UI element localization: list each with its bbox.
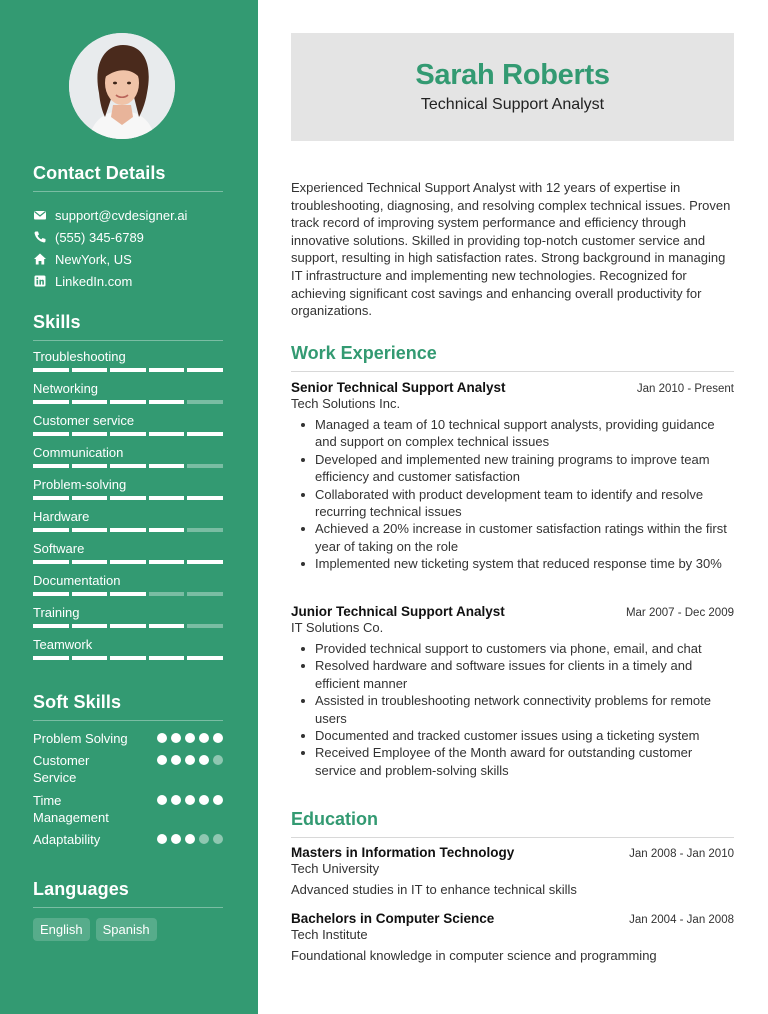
rating-dot <box>157 733 167 743</box>
skill-level-segment <box>72 400 108 404</box>
skill-level-segment <box>72 496 108 500</box>
rating-dot <box>185 733 195 743</box>
skill-level-segment <box>149 368 185 372</box>
school-name: Tech University <box>291 861 380 876</box>
degree-title: Bachelors in Computer Science <box>291 911 495 926</box>
rating-dot <box>185 755 195 765</box>
skill-level-segment <box>187 560 223 564</box>
soft-skill-item <box>33 730 223 752</box>
soft-skill-rating <box>157 755 223 765</box>
soft-skills-list <box>33 730 223 853</box>
skill-level-segment <box>33 400 69 404</box>
job-dates: Jan 2010 - Present <box>636 383 734 395</box>
education-entry <box>291 845 734 897</box>
job-dates: Mar 2007 - Dec 2009 <box>625 607 734 619</box>
degree-dates: Jan 2004 - Jan 2008 <box>629 914 734 926</box>
soft-skill-name: Adaptability <box>33 832 101 847</box>
skill-item <box>33 443 223 475</box>
skill-item <box>33 507 223 539</box>
contact-email[interactable] <box>33 204 223 226</box>
skill-level-segment <box>110 528 146 532</box>
portrait-photo <box>69 33 175 139</box>
skill-level-segment <box>72 560 108 564</box>
candidate-title: Technical Support Analyst <box>420 96 605 113</box>
skill-level-segment <box>110 592 146 596</box>
envelope-icon <box>33 208 47 222</box>
summary-text: Experienced Technical Support Analyst with 12 years of expertise in troubleshooting, diagnosing, and resolving complex technical issues. Proven track record of improving system performance and efficiency through innovative solutions. Skilled in providing top-notch customer service and support, resulting in high satisfaction rates. Strong background in managing IT infrastructure and implementing new technologies. Recognized for achieving significant cost savings and enhancing overall productivity for organizations. <box>291 180 731 319</box>
skill-level-segment <box>110 656 146 660</box>
skill-name: Communication <box>33 445 124 460</box>
job-title: Senior Technical Support Analyst <box>291 380 506 395</box>
skill-level-segment <box>149 592 185 596</box>
soft-skill-item <box>33 752 223 792</box>
skill-level-segment <box>110 464 146 468</box>
rating-dot <box>185 834 195 844</box>
skill-level-segment <box>187 592 223 596</box>
contact-heading: Contact Details <box>33 163 223 192</box>
contact-location-text: NewYork, US <box>55 251 132 267</box>
education-heading: Education <box>291 809 734 838</box>
rating-dot <box>171 834 181 844</box>
rating-dot <box>213 834 223 844</box>
skill-level-bar <box>33 592 223 596</box>
contact-phone-text: (555) 345-6789 <box>55 229 144 245</box>
skill-level-bar <box>33 528 223 532</box>
soft-skills-section <box>33 692 223 853</box>
job-bullet: Collaborated with product development team to identify and resolve recurring technical issues <box>315 486 734 521</box>
job-bullet: Documented and tracked customer issues using a ticketing system <box>315 727 734 744</box>
skill-level-segment <box>72 528 108 532</box>
job-bullet: Implemented new ticketing system that reduced response time by 30% <box>315 555 734 572</box>
skill-level-segment <box>72 432 108 436</box>
skill-name: Teamwork <box>33 637 93 652</box>
skill-level-bar <box>33 560 223 564</box>
skills-heading: Skills <box>33 312 223 341</box>
job-bullet: Received Employee of the Month award for outstanding customer service and problem-solving skills <box>315 744 734 779</box>
skill-level-bar <box>33 368 223 372</box>
rating-dot <box>157 834 167 844</box>
education-entry <box>291 911 734 963</box>
header-box <box>291 33 734 141</box>
skill-level-segment <box>149 528 185 532</box>
degree-dates: Jan 2008 - Jan 2010 <box>629 848 734 860</box>
soft-skill-rating <box>157 795 223 805</box>
skill-name: Software <box>33 541 85 556</box>
job-bullet: Provided technical support to customers via phone, email, and chat <box>315 640 734 657</box>
soft-skill-item <box>33 831 223 853</box>
skill-level-segment <box>149 656 185 660</box>
skill-level-bar <box>33 656 223 660</box>
job-entry <box>291 604 734 779</box>
skill-level-segment <box>72 592 108 596</box>
rating-dot <box>157 795 167 805</box>
skill-level-segment <box>187 656 223 660</box>
languages-heading: Languages <box>33 879 223 908</box>
soft-skills-heading: Soft Skills <box>33 692 223 721</box>
skill-level-segment <box>149 400 185 404</box>
rating-dot <box>171 755 181 765</box>
skill-level-segment <box>149 432 185 436</box>
rating-dot <box>171 733 181 743</box>
job-company: IT Solutions Co. <box>291 620 384 635</box>
job-bullets <box>291 416 734 573</box>
skill-name: Training <box>33 605 80 620</box>
job-bullet: Managed a team of 10 technical support analysts, providing guidance and support on complex technical issues <box>315 416 734 451</box>
skill-level-segment <box>187 432 223 436</box>
job-bullet: Assisted in troubleshooting network connectivity problems for remote users <box>315 692 734 727</box>
skill-level-segment <box>33 656 69 660</box>
contact-list <box>33 204 223 292</box>
skill-level-segment <box>149 464 185 468</box>
linkedin-icon <box>33 274 47 288</box>
sidebar <box>0 0 258 1014</box>
skill-item <box>33 635 223 667</box>
skill-level-segment <box>187 624 223 628</box>
rating-dot <box>213 733 223 743</box>
contact-linkedin[interactable] <box>33 270 223 292</box>
soft-skill-rating <box>157 834 223 844</box>
skill-item <box>33 603 223 635</box>
skill-level-segment <box>72 464 108 468</box>
rating-dot <box>199 834 209 844</box>
candidate-name: Sarah Roberts <box>415 59 610 91</box>
skill-name: Problem-solving <box>33 477 127 492</box>
rating-dot <box>213 795 223 805</box>
contact-email-text: support@cvdesigner.ai <box>55 207 188 223</box>
skill-level-segment <box>33 496 69 500</box>
school-name: Tech Institute <box>291 927 368 942</box>
soft-skill-name: Customer Service <box>33 753 90 785</box>
job-bullet: Developed and implemented new training programs to improve team efficiency and customer satisfaction <box>315 451 734 486</box>
rating-dot <box>157 755 167 765</box>
skill-level-segment <box>33 464 69 468</box>
phone-icon <box>33 230 47 244</box>
skill-level-segment <box>33 560 69 564</box>
skill-level-segment <box>110 400 146 404</box>
skill-level-segment <box>187 368 223 372</box>
skill-level-segment <box>149 624 185 628</box>
rating-dot <box>199 795 209 805</box>
rating-dot <box>213 755 223 765</box>
skill-level-segment <box>33 592 69 596</box>
degree-description: Foundational knowledge in computer science and programming <box>291 948 657 963</box>
rating-dot <box>199 733 209 743</box>
skill-level-segment <box>187 400 223 404</box>
skill-level-segment <box>187 528 223 532</box>
skill-item <box>33 347 223 379</box>
skill-level-segment <box>110 496 146 500</box>
skill-level-bar <box>33 464 223 468</box>
job-bullets <box>291 640 734 779</box>
soft-skill-name: Time Management <box>33 793 109 825</box>
skill-name: Networking <box>33 381 99 396</box>
job-bullet: Achieved a 20% increase in customer satisfaction ratings within the first year of taking on the role <box>315 520 734 555</box>
rating-dot <box>171 795 181 805</box>
skill-level-bar <box>33 432 223 436</box>
skill-name: Hardware <box>33 509 90 524</box>
skill-level-bar <box>33 496 223 500</box>
avatar <box>69 33 175 139</box>
job-entry <box>291 380 734 573</box>
skill-item <box>33 411 223 443</box>
skill-item <box>33 571 223 603</box>
skill-level-bar <box>33 624 223 628</box>
degree-description: Advanced studies in IT to enhance technical skills <box>291 882 577 897</box>
skill-level-segment <box>72 624 108 628</box>
work-heading: Work Experience <box>291 343 734 372</box>
skills-section <box>33 312 223 667</box>
language-badge: English <box>33 918 90 941</box>
rating-dot <box>199 755 209 765</box>
skill-level-segment <box>149 496 185 500</box>
job-company: Tech Solutions Inc. <box>291 396 401 411</box>
skill-level-segment <box>33 528 69 532</box>
job-title: Junior Technical Support Analyst <box>291 604 505 619</box>
soft-skill-item <box>33 792 223 831</box>
languages-section <box>33 879 223 941</box>
skill-level-segment <box>72 368 108 372</box>
job-bullet: Resolved hardware and software issues for clients in a timely and efficient manner <box>315 657 734 692</box>
soft-skill-rating <box>157 733 223 743</box>
skill-level-segment <box>187 496 223 500</box>
home-icon <box>33 252 47 266</box>
degree-title: Masters in Information Technology <box>291 845 515 860</box>
skill-name: Troubleshooting <box>33 349 126 364</box>
languages-list <box>33 918 223 941</box>
skills-list <box>33 347 223 667</box>
skill-level-segment <box>33 432 69 436</box>
skill-level-segment <box>33 368 69 372</box>
skill-name: Customer service <box>33 413 135 428</box>
rating-dot <box>185 795 195 805</box>
contact-phone[interactable] <box>33 226 223 248</box>
skill-level-segment <box>187 464 223 468</box>
skill-item <box>33 379 223 411</box>
skill-level-bar <box>33 400 223 404</box>
contact-linkedin-text: LinkedIn.com <box>55 273 133 289</box>
soft-skill-name: Problem Solving <box>33 731 128 746</box>
contact-location <box>33 248 223 270</box>
skill-item <box>33 475 223 507</box>
language-badge: Spanish <box>96 918 157 941</box>
skill-level-segment <box>33 624 69 628</box>
skill-level-segment <box>110 368 146 372</box>
skill-level-segment <box>110 624 146 628</box>
skill-level-segment <box>72 656 108 660</box>
skill-name: Documentation <box>33 573 121 588</box>
skill-level-segment <box>149 560 185 564</box>
skill-level-segment <box>110 560 146 564</box>
contact-section <box>33 163 223 292</box>
skill-item <box>33 539 223 571</box>
skill-level-segment <box>110 432 146 436</box>
